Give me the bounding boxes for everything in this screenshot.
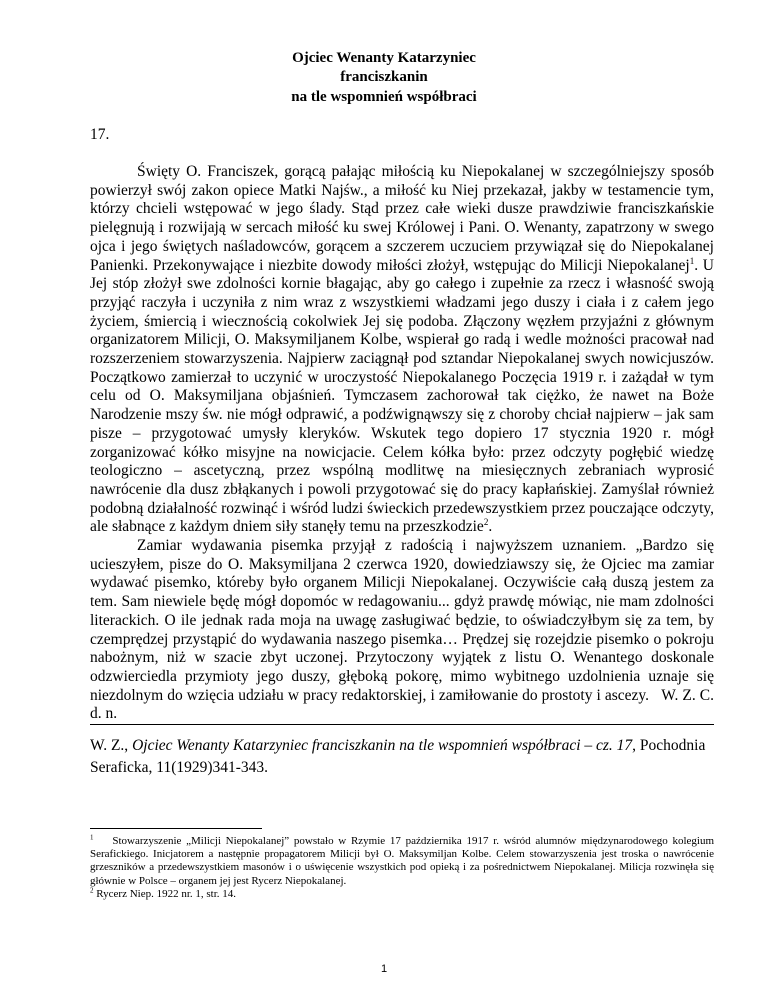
paragraph-1-text-b: . U Jej stóp złożył swe zdolności kornie błagając, aby go całego i zupełnie za rzecz i własność swoją przyjąć raczyła i uczyniła z nim wraz z wszystkiemi władzami jego duszy i ciała i z całem jego życiem, śmiercią i wiecznością cokolwiek Jej się podoba. Złączony węzłem przyjaźni z głównym organizatorem Milicji, O. Maksymiljanem Kolbe, wspierał go radą i wedle możności pracował nad rozszerzeniem stowarzyszenia. Najpierw zaciągnął pod sztandar Niepokalanej swych nowicjuszów. Początkowo zamierzał to uczynić w uroczystość Niepokalanego Poczęcia 1919 r. i zażądał w tym celu od O. Maksymiljana objaśnień. Tymczasem zachorował tak ciężko, że nawet na Boże Narodzenie mszy św. nie mógł odprawić, a podźwignąwszy się z choroby chciał najpierw – jak sam pisze – przygotować umysły kleryków. Wskutek tego dopiero 17 stycznia 1920 r. mógł zorganizować kółko misyjne na nowicjacie. Celem kółka było: przez odczyty pogłębić wiedzę teologiczno – ascetyczną, przez wspólną modlitwę na miesięcznych zebraniach wyprosić nawrócenie dla dusz zbłąkanych i powoli przygotować się do pracy kapłańskiej. Zamyślał również podobną działalność rozwinąć i wśród ludzi świeckich przedewszystkiem przez pouczające odczyty, ale słabnące z każdym dniem siły stanęły temu na przeszkodzie <box>90 256 714 536</box>
citation-author: W. Z., <box>90 737 133 754</box>
footnote-1-text: Stowarzyszenie „Milicji Niepokalanej” powstało w Rzymie 17 października 1917 r. wśród alumnów międzynarodowego kolegium Serafickiego. Inicjatorem a następnie propagatorem Milicji był O. Maksymiljan Kolbe. Celem stowarzyszenia jest troska o nawrócenie grzeszników a przedewszystkiem masonów i o uświęcenie wszystkich pod opieką i za pośrednictwem Niepokalanej. Milicja rozwinęła się głównie w Polsce – organem jej jest Rycerz Niepokalanej. <box>90 835 715 887</box>
citation <box>90 735 714 778</box>
footnote-1 <box>90 835 714 888</box>
footnote-ref-1[interactable]: 1 <box>689 255 695 266</box>
section-number: 17. <box>90 126 110 143</box>
paragraph-1 <box>90 163 714 537</box>
signature: W. Z. C. d. n. <box>90 686 714 723</box>
footnote-ref-2[interactable]: 2 <box>483 517 489 528</box>
footnote-2 <box>90 888 714 901</box>
paragraph-1-text-a: Święty O. Franciszek, gorącą pałając miłością ku Niepokalanej w szczególniejszy sposób powierzył swój zakon opiece Matki Najśw., a miłość ku Niej przekazał, jakby w testamencie tym, którzy chcieli wstępować w jego ślady. Stąd przez całe wieki dusze prawdziwie franciszkańskie pielęgnują i rozwijają w sercach miłość ku swej Królowej i Pani. O. Wenanty, zapatrzony w swego ojca i jego świętych naśladowców, gorącem a szczerem uczuciem przywiązał się do Niepokalanej Panienki. Przekonywające i niezbite dowody miłości złożył, wstępując do Milicji Niepokalanej <box>90 163 714 274</box>
paragraph-2 <box>90 537 714 724</box>
article-body <box>90 163 714 724</box>
footnotes <box>90 835 714 901</box>
title-line-2: franciszkanin <box>340 69 428 85</box>
paragraph-1-text-c: . <box>488 518 493 536</box>
footnote-2-number: 2 <box>90 886 94 895</box>
paragraph-2-text: Zamiar wydawania pisemka przyjął z radością i najwyższem uznaniem. „Bardzo się ucieszyłem, pisze do O. Maksymiljana 2 czerwca 1920, dowiedziawszy się, że Ojciec ma zamiar wydawać pisemko, któreby było organem Milicji Niepokalanej. Oczywiście całą duszą jestem za tem. Sam niewiele będę mógł dopomóc w redagowaniu... gdyż prawdę mówiąc, nie mam zdolności literackich. O ile jednak rada moja na uwagę zasługiwać będzie, to oświadczyłbym się za tem, by czemprędzej przystąpić do wydawania naszego pisemka… Prędzej się rozejdzie pisemko o pokroju nabożnym, niż w szacie zbyt uczonej. Przytoczony wyjątek z listu O. Wenantego doskonale odzwierciedla przymioty jego duszy, głęboką pokorę, mimo wybitnego uzdolnienia uznaje się niezdolnym do wzięcia udziału w pracy redaktorskiej, i zamiłowanie do prostoty i ascezy. <box>90 537 714 704</box>
citation-source: , Pochodnia Seraficka, 11(1929)341-343. <box>90 737 706 776</box>
citation-title: Ojciec Wenanty Katarzyniec franciszkanin na tle wspomnień współbraci – cz. 17 <box>132 737 633 754</box>
footnote-1-number: 1 <box>90 833 94 842</box>
title-line-3: na tle wspomnień współbraci <box>291 89 477 105</box>
footnote-2-text: Rycerz Niep. 1922 nr. 1, str. 14. <box>96 887 237 900</box>
footnote-separator <box>90 828 262 829</box>
page-number: 1 <box>380 963 388 975</box>
separator-line <box>90 724 714 725</box>
title-line-1: Ojciec Wenanty Katarzyniec <box>292 50 476 66</box>
